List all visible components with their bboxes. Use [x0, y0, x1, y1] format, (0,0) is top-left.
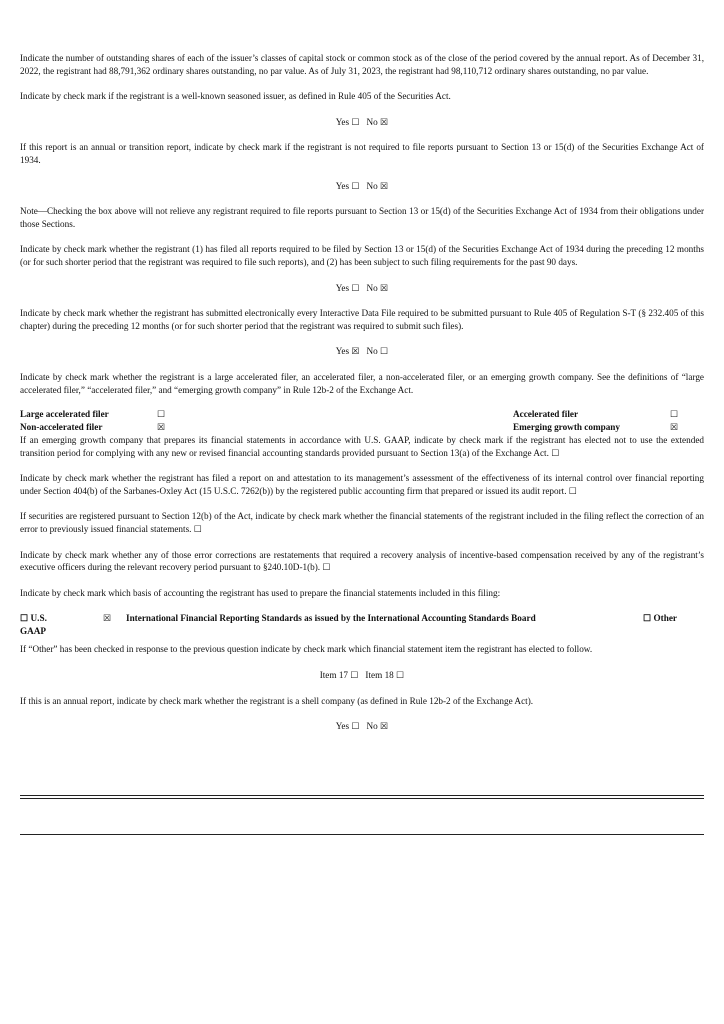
other-item-question: If “Other” has been checked in response to the previous question indicate by check mark which financial statement item the registrant has elected to follow. [20, 644, 593, 655]
interactive-data-checkboxes[interactable]: Yes ☒ No ☐ [335, 346, 389, 357]
us-gaap-option[interactable]: ☐ U.S. [20, 613, 47, 624]
large-accelerated-filer-label: Large accelerated filer [20, 409, 109, 420]
egc-transition-paragraph: If an emerging growth company that prepares its financial statements in accordance with U.S. GAAP, indicate by check mark if the registrant has elected not to use the extended transition period for complying with any new or revised financial accounting standards provided pursuant to Section 13(a) of the Exchange Act. ☐ [20, 435, 704, 458]
emerging-growth-company-checkbox[interactable]: ☒ [670, 421, 679, 432]
us-gaap-option-continued: GAAP [20, 625, 47, 636]
ifrs-checkbox[interactable]: ☒ [103, 613, 112, 624]
icfr-paragraph: Indicate by check mark whether the registrant has filed a report on and attestation to its management’s assessment of the effectiveness of its internal control over financial reporting under Section 404(b) of the Sarbanes-Oxley Act (15 U.S.C. 7262(b)) by the registered public accounting firm that prepared or issued its audit report. ☐ [20, 473, 704, 496]
other-item-checkboxes[interactable]: Item 17 ☐ Item 18 ☐ [319, 670, 405, 681]
emerging-growth-company-label: Emerging growth company [513, 421, 621, 432]
double-divider [20, 795, 704, 799]
accounting-basis-question: Indicate by check mark which basis of accounting the registrant has used to prepare the financial statements included in this filing: [20, 587, 501, 598]
large-accelerated-filer-checkbox[interactable]: ☐ [157, 409, 166, 420]
filed-reports-question: Indicate by check mark whether the registrant (1) has filed all reports required to be filed by Section 13 or 15(d) of the Securities Exchange Act of 1934 during the preceding 12 months (or for such shorter period that the registrant was required to file such reports), and (2) has been subject to such filing requirements for the past 90 days. [20, 244, 704, 267]
page-divider [20, 834, 704, 835]
recovery-analysis-paragraph: Indicate by check mark whether any of those error corrections are restatements that required a recovery analysis of incentive-based compensation received by any of the registrant’s executive officers during the relevant recovery period pursuant to §240.10D-1(b). ☐ [20, 549, 704, 573]
accounting-basis-options [20, 612, 704, 637]
shell-company-question: If this is an annual report, indicate by check mark whether the registrant is a shell company (as defined in Rule 12b-2 of the Exchange Act). [20, 695, 534, 706]
non-accelerated-filer-label: Non-accelerated filer [20, 421, 103, 432]
interactive-data-question: Indicate by check mark whether the registrant has submitted electronically every Interactive Data File required to be submitted pursuant to Rule 405 of Regulation S-T (§ 232.405 of this chapter) during the preceding 12 months (or for such shorter period that the registrant was required to submit such files). [20, 308, 704, 331]
other-option[interactable]: ☐ Other [643, 613, 678, 624]
shell-company-checkboxes[interactable]: Yes ☐ No ☒ [335, 721, 389, 732]
outstanding-shares-paragraph: Indicate the number of outstanding shares of each of the issuer’s classes of capital stock or common stock as of the close of the period covered by the annual report. As of December 31, 2022, the registrant had 88,791,362 ordinary shares outstanding, no par value. As of July 31, 2023, the registrant had 98,110,712 ordinary shares outstanding, no par value. [20, 53, 704, 76]
accelerated-filer-checkbox[interactable]: ☐ [670, 409, 679, 420]
not-required-question: If this report is an annual or transition report, indicate by check mark if the registrant is not required to file reports pursuant to Section 13 or 15(d) of the Securities Exchange Act of 1934. [20, 142, 704, 165]
error-correction-paragraph: If securities are registered pursuant to Section 12(b) of the Act, indicate by check mark whether the financial statements of the registrant included in the filing reflect the correction of an error to previously issued financial statements. ☐ [20, 511, 704, 535]
note-paragraph: Note—Checking the box above will not relieve any registrant required to file reports pursuant to Section 13 or 15(d) of the Securities Exchange Act of 1934 from their obligations under those Sections. [20, 206, 704, 229]
cover-page-body [20, 52, 704, 733]
seasoned-issuer-checkboxes[interactable]: Yes ☐ No ☒ [335, 116, 389, 127]
non-accelerated-filer-checkbox[interactable]: ☒ [157, 421, 166, 432]
filed-reports-checkboxes[interactable]: Yes ☐ No ☒ [335, 282, 389, 293]
accelerated-filer-label: Accelerated filer [513, 409, 579, 420]
filer-status-question: Indicate by check mark whether the registrant is a large accelerated filer, an accelerated filer, a non-accelerated filer, or an emerging growth company. See the definitions of “large accelerated filer,” “accelerated filer,” and “emerging growth company” in Rule 12b-2 of the Exchange Act. [20, 371, 704, 395]
not-required-checkboxes[interactable]: Yes ☐ No ☒ [335, 180, 389, 191]
filer-status-table [20, 408, 704, 434]
ifrs-label: International Financial Reporting Standards as issued by the International Accounting Standards Board [126, 613, 536, 624]
seasoned-issuer-question: Indicate by check mark if the registrant is a well-known seasoned issuer, as defined in Rule 405 of the Securities Act. [20, 91, 451, 102]
